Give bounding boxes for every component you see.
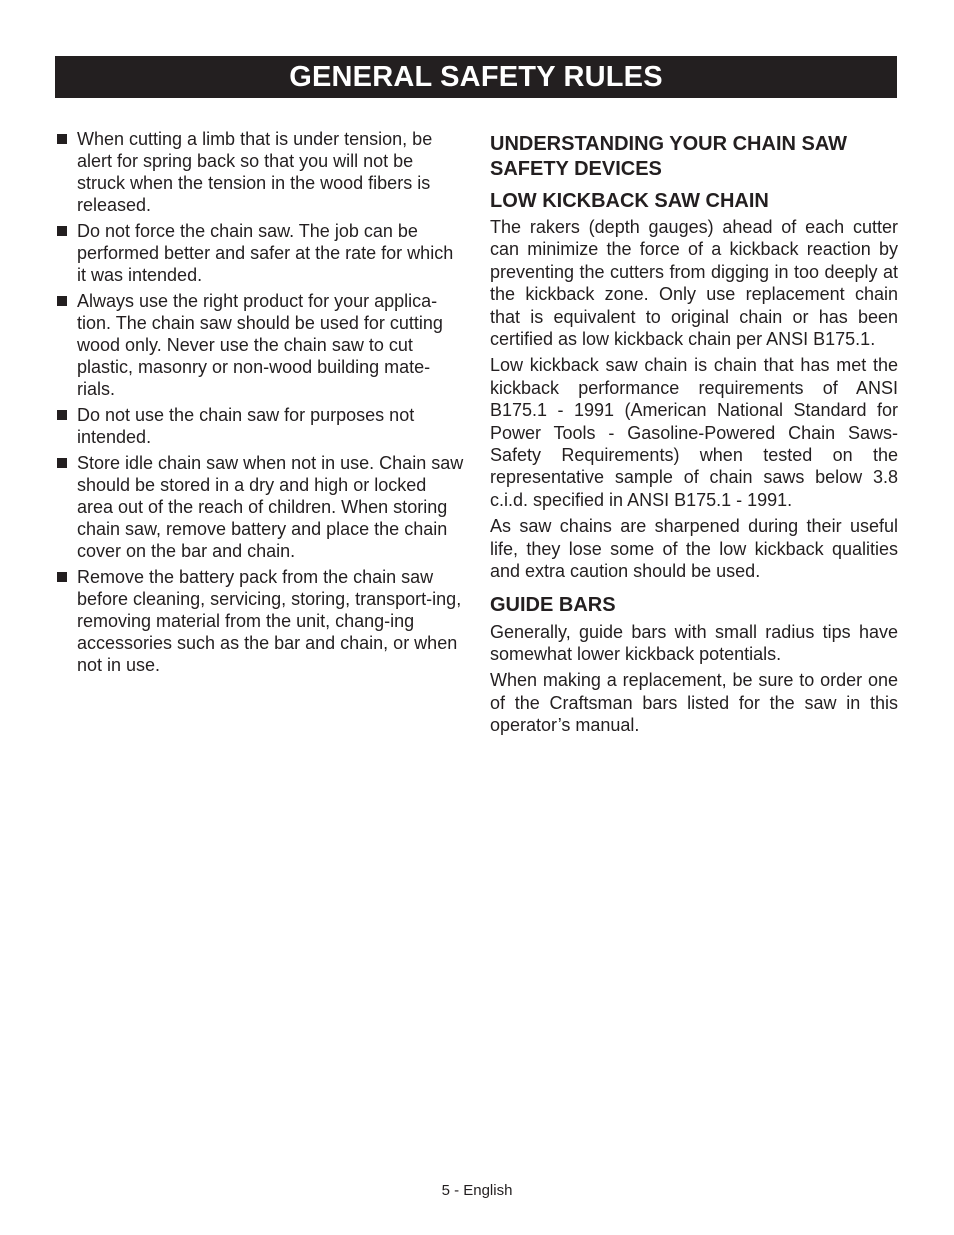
list-item [55,220,465,286]
paragraph: Low kickback saw chain is chain that has met the kickback performance requirements of ANSI B175.1 - 1991 (American National Standard for Power Tools - Gasoline-Powered Chain Saws-Safety Requirements) when tested on the representative sample of chain saws below 3.8 c.i.d. specified in ANSI B175.1 - 1991. [490,355,898,510]
page-number: 5 - English [441,1182,513,1199]
paragraph: As saw chains are sharpened during their useful life, they lose some of the low kickback qualities and extra caution should be used. [490,516,898,582]
safety-rules-list [55,128,465,676]
list-item-text: When cutting a limb that is under tension, be alert for spring back so that you will not be struck when the tension in the wood fibers is released. [77,129,433,215]
list-item [55,566,465,676]
list-item-text: Do not force the chain saw. The job can be performed better and safer at the rate for which it was intended. [77,221,454,285]
square-bullet-icon [57,296,67,306]
list-item [55,452,465,562]
list-item [55,128,465,216]
left-column [55,128,465,680]
section-heading-guide-bars: GUIDE BARS [490,593,616,616]
square-bullet-icon [57,134,67,144]
right-column [490,132,898,741]
square-bullet-icon [57,410,67,420]
paragraph: When making a replacement, be sure to order one of the Craftsman bars listed for the saw in this operator’s manual. [490,670,898,736]
section-heading-low-kickback-chain: LOW KICKBACK SAW CHAIN [490,190,769,212]
list-item-text: Always use the right product for your applica-tion. The chain saw should be used for cutting wood only. Never use the chain saw to cut plastic, masonry or non-wood building mate-rials. [77,291,443,399]
page-title-banner [55,56,897,98]
list-item-text: Remove the battery pack from the chain saw before cleaning, servicing, storing, transport-ing, removing material from the unit, chang-ing accessories such as the bar and chain, or when not in use. [77,567,462,675]
list-item-text: Store idle chain saw when not in use. Chain saw should be stored in a dry and high or locked area out of the reach of children. When storing chain saw, remove battery and place the chain cover on the bar and chain. [77,453,464,561]
list-item-text: Do not use the chain saw for purposes not intended. [77,405,415,447]
page-title: GENERAL SAFETY RULES [289,60,663,93]
list-item [55,290,465,400]
paragraph: The rakers (depth gauges) ahead of each cutter can minimize the force of a kickback reaction by preventing the cutters from digging in too deeply at the kickback zone. Only use replacement chain that is equivalent to original chain or has been certified as low kickback chain per ANSI B175.1. [490,217,898,350]
square-bullet-icon [57,458,67,468]
list-item [55,404,465,448]
paragraph: Generally, guide bars with small radius tips have somewhat lower kickback potentials. [490,621,898,664]
square-bullet-icon [57,226,67,236]
section-heading-safety-devices: UNDERSTANDING YOUR CHAIN SAW SAFETY DEVICES [490,133,848,180]
square-bullet-icon [57,572,67,582]
